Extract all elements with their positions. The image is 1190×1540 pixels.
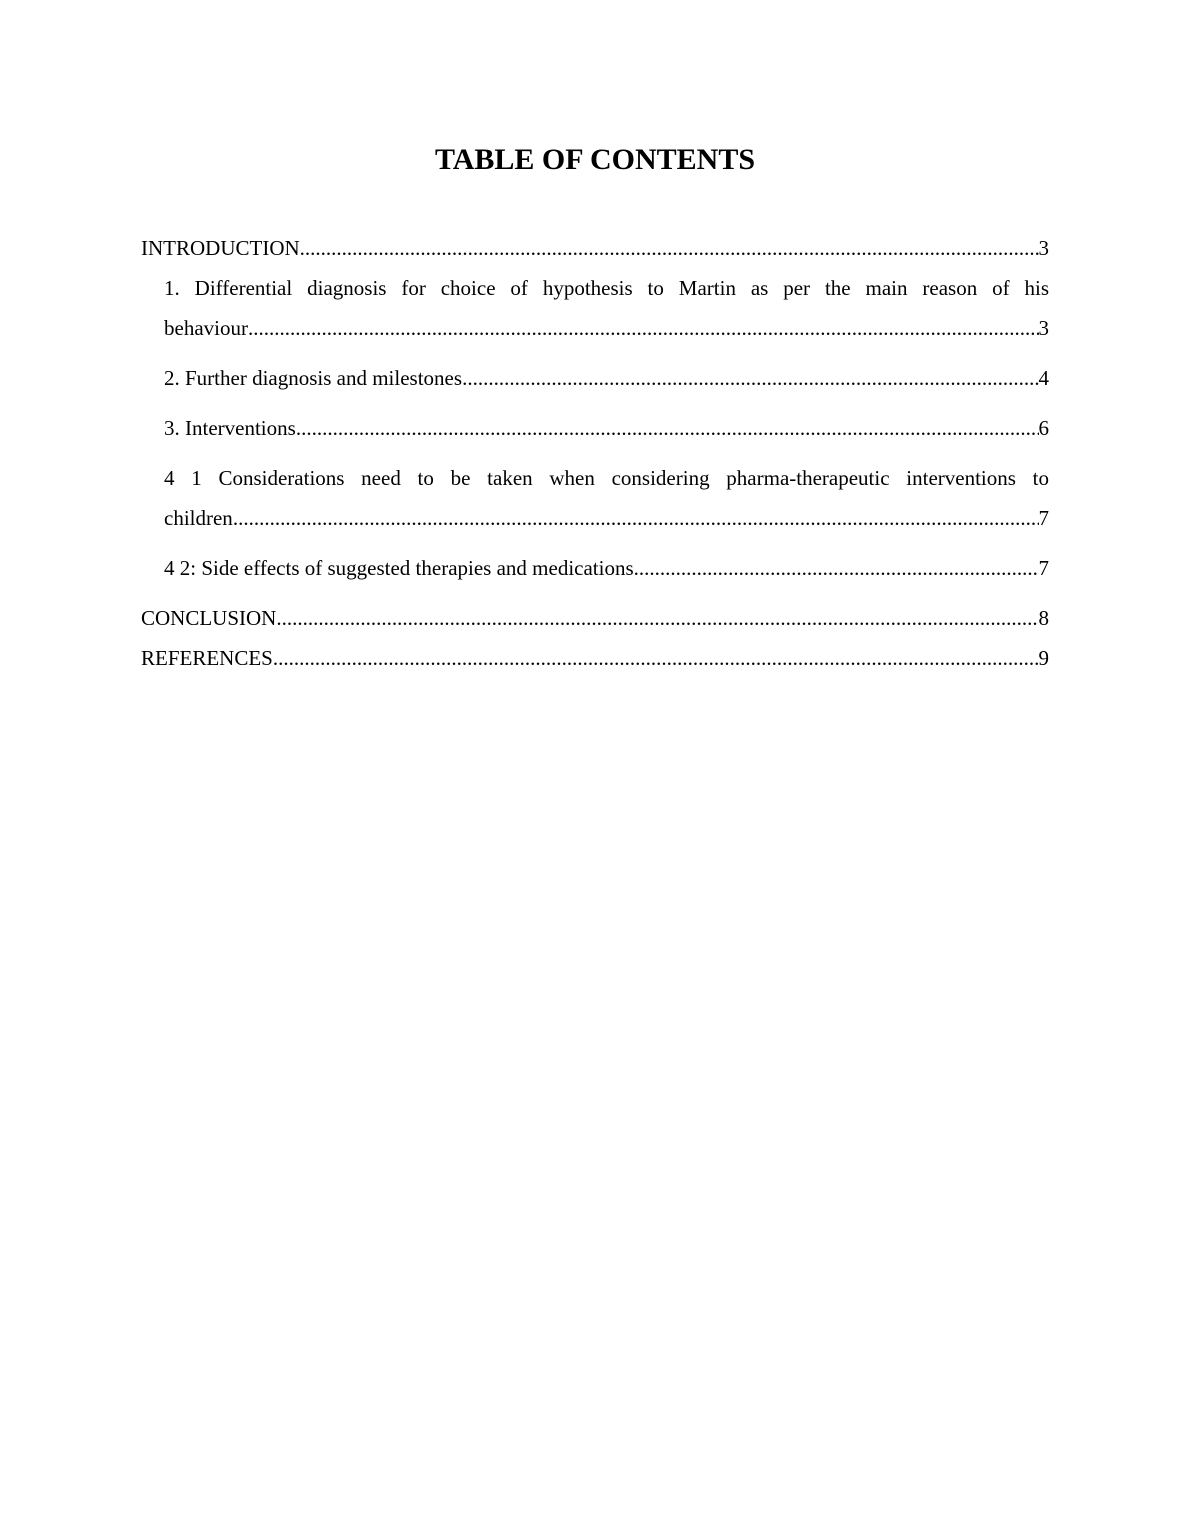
toc-page-number: 9: [1038, 646, 1049, 670]
toc-page-number: 4: [1038, 366, 1049, 390]
toc-entry-label: INTRODUCTION: [141, 236, 300, 260]
toc-entry-considerations[interactable]: [164, 458, 1049, 538]
leader-dots: [273, 638, 1039, 678]
toc-entry-label: REFERENCES: [141, 646, 273, 670]
leader-dots: [248, 308, 1039, 348]
toc-entry-references[interactable]: [141, 638, 1049, 678]
page-title: TABLE OF CONTENTS: [434, 143, 756, 176]
toc-entry-further-diagnosis[interactable]: [164, 358, 1049, 398]
toc-entry-side-effects[interactable]: [164, 548, 1049, 588]
toc-entry-label: 2. Further diagnosis and milestones: [164, 366, 463, 390]
toc-entry-label: CONCLUSION: [141, 606, 277, 630]
toc-page-number: 8: [1038, 606, 1049, 630]
leader-dots: [233, 498, 1039, 538]
toc-entry-introduction[interactable]: [141, 228, 1049, 268]
leader-dots: [300, 228, 1039, 268]
toc-entry-label-line1: 1. Differential diagnosis for choice of hypothesis to Martin as per the main reason of his: [164, 276, 1049, 300]
toc-page-number: 7: [1038, 506, 1049, 530]
leader-dots: [634, 548, 1039, 588]
toc-entry-label: 3. Interventions: [164, 416, 296, 440]
leader-dots: [276, 598, 1038, 638]
table-of-contents: [141, 228, 1049, 678]
toc-entry-label-line2: children: [164, 506, 233, 530]
leader-dots: [462, 358, 1038, 398]
toc-entry-label-line2: behaviour: [164, 316, 248, 340]
toc-entry-label: 4 2: Side effects of suggested therapies and medications: [164, 556, 634, 580]
toc-entry-differential-diagnosis[interactable]: [164, 268, 1049, 348]
toc-page-number: 3: [1038, 316, 1049, 340]
toc-page-number: 6: [1038, 416, 1049, 440]
toc-page-number: 3: [1038, 236, 1049, 260]
toc-entry-label-line1: 4 1 Considerations need to be taken when considering pharma-therapeutic interventions to: [164, 466, 1049, 490]
toc-entry-conclusion[interactable]: [141, 598, 1049, 638]
toc-entry-interventions[interactable]: [164, 408, 1049, 448]
leader-dots: [296, 408, 1039, 448]
toc-page-number: 7: [1038, 556, 1049, 580]
